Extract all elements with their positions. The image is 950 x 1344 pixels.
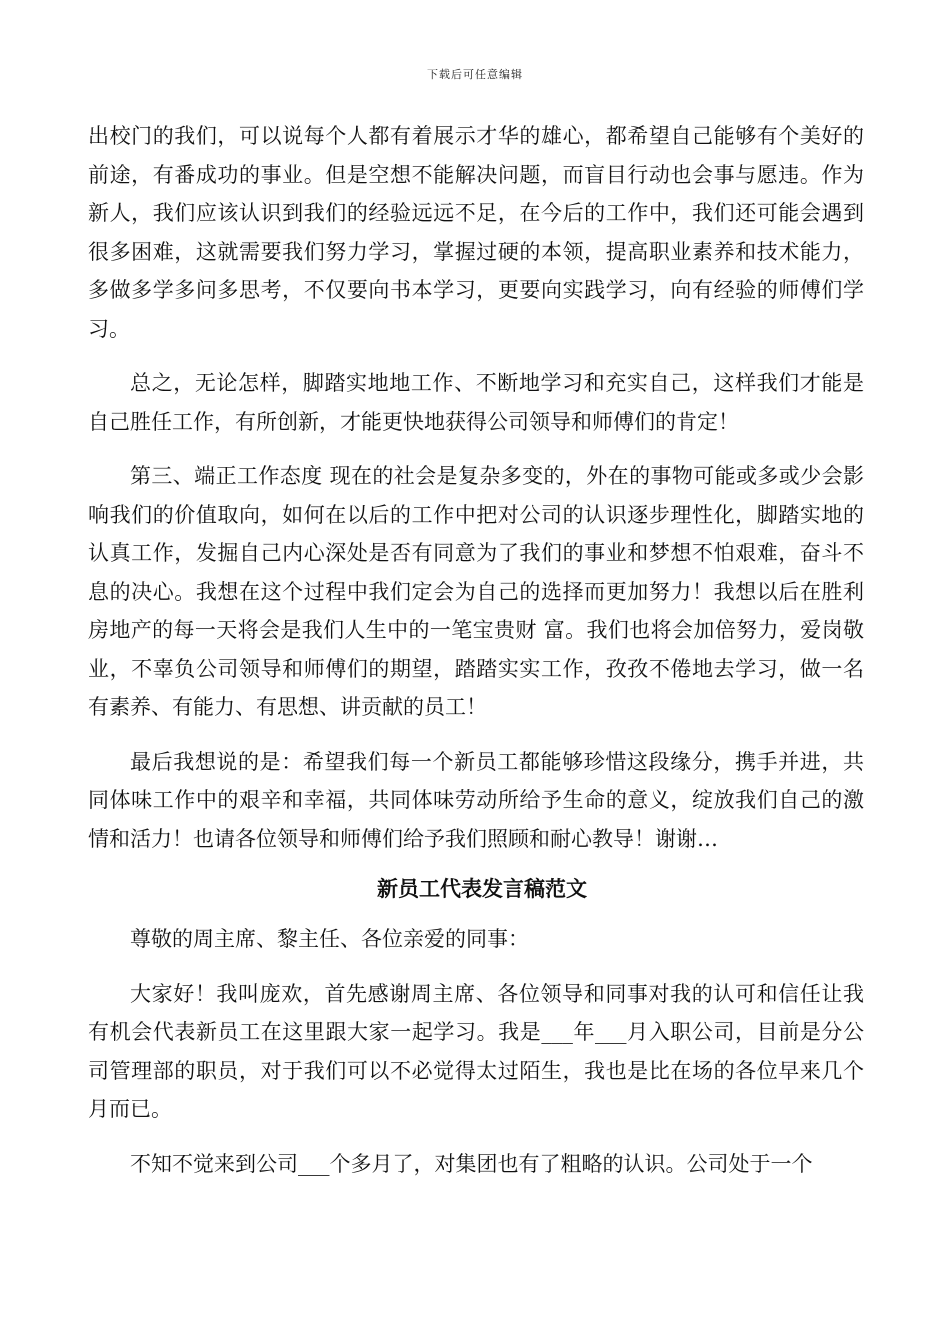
paragraph-2: 总之，无论怎样，脚踏实地地工作、不断地学习和充实自己，这样我们才能是自己胜任工作，有所创新，才能更快地获得公司领导和师傅们的肯定！ <box>88 371 864 434</box>
document-body <box>88 117 864 1183</box>
salutation: 尊敬的周主席、黎主任、各位亲爱的同事： <box>130 927 529 951</box>
paragraph-4: 最后我想说的是：希望我们每一个新员工都能够珍惜这段缘分，携手并进，共同体味工作中的艰辛和幸福，共同体味劳动所给予生命的意义，绽放我们自己的激情和活力！也请各位领导和师傅们给予我们照顾和耐心教导！谢谢… <box>88 749 864 851</box>
paragraph-3: 第三、端正工作态度 现在的社会是复杂多变的，外在的事物可能或多或少会影响我们的价值取向，如何在以后的工作中把对公司的认识逐步理性化，脚踏实地的认真工作，发掘自己内心深处是否有同意为了我们的事业和梦想不怕艰难，奋斗不息的决心。我想在这个过程中我们定会为自己的选择而更加努力！我想以后在胜利房地产的每一天将会是我们人生中的一笔宝贵财 富。我们也将会加倍努力，爱岗敬业，不辜负公司领导和师傅们的期望，踏踏实实工作，孜孜不倦地去学习，做一名有素养、有能力、有思想、讲贡献的员工！ <box>88 464 864 719</box>
header-note: 下载后可任意编辑 <box>427 68 523 81</box>
paragraph-6: 不知不觉来到公司___个多月了，对集团也有了粗略的认识。公司处于一个 <box>130 1151 813 1176</box>
paragraph-1: 出校门的我们，可以说每个人都有着展示才华的雄心，都希望自己能够有个美好的前途，有番成功的事业。但是空想不能解决问题，而盲目行动也会事与愿违。作为新人，我们应该认识到我们的经验远远不足，在今后的工作中，我们还可能会遇到很多困难，这就需要我们努力学习，掌握过硬的本领，提高职业素养和技术能力，多做多学多问多思考，不仅要向书本学习，更要向实践学习，向有经验的师傅们学习。 <box>88 124 864 341</box>
section-title: 新员工代表发言稿范文 <box>377 876 587 901</box>
paragraph-5: 大家好！我叫庞欢，首先感谢周主席、各位领导和同事对我的认可和信任让我有机会代表新员工在这里跟大家一起学习。我是___年___月入职公司，目前是分公司管理部的职员，对于我们可以不必觉得太过陌生，我也是比在场的各位早来几个月而已。 <box>88 981 864 1121</box>
